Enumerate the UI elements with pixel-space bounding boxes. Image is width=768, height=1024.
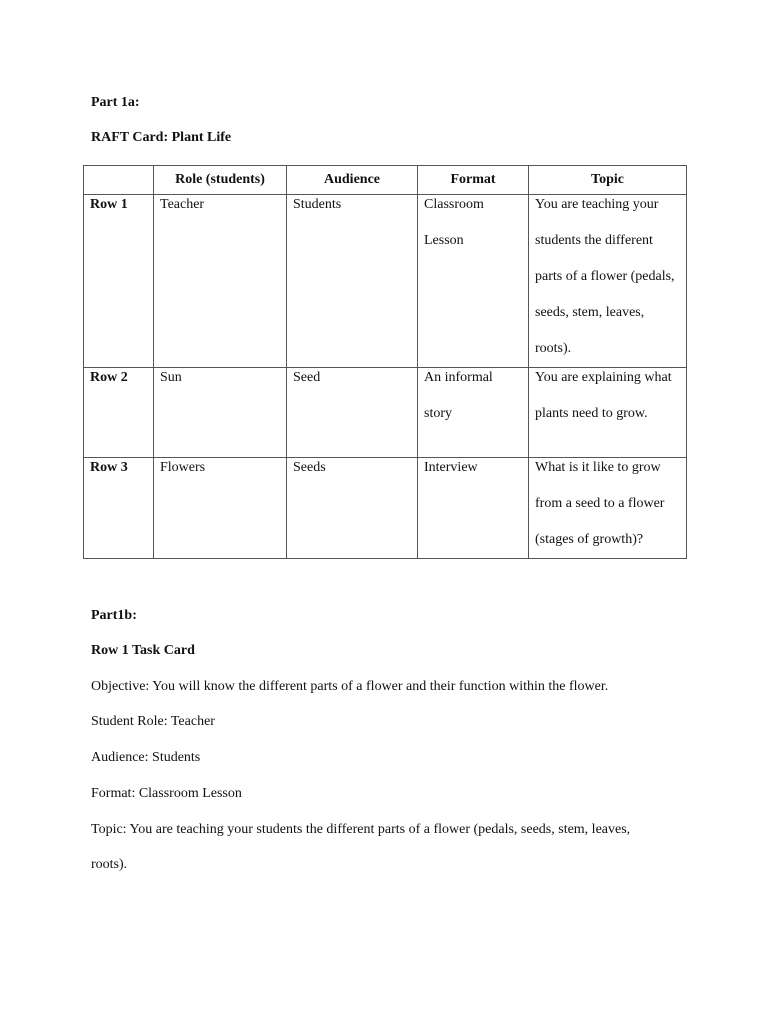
objective-text: Objective: You will know the different parts of a flower and their function within the flower. bbox=[91, 679, 609, 694]
row-label: Row 3 bbox=[84, 458, 154, 559]
header-role: Role (students) bbox=[154, 166, 287, 195]
part-1b-heading: Part1b: bbox=[91, 608, 137, 623]
topic-text-line-2: roots). bbox=[91, 857, 128, 872]
cell-format: Classroom Lesson bbox=[418, 195, 529, 368]
header-topic: Topic bbox=[529, 166, 687, 195]
raft-table bbox=[83, 165, 687, 559]
task-card-title: Row 1 Task Card bbox=[91, 643, 195, 658]
student-role-text: Student Role: Teacher bbox=[91, 714, 215, 729]
raft-card-title: RAFT Card: Plant Life bbox=[91, 130, 232, 145]
cell-format: An informal story bbox=[418, 368, 529, 458]
cell-topic: What is it like to grow from a seed to a flower (stages of growth)? bbox=[529, 458, 687, 559]
audience-text: Audience: Students bbox=[91, 750, 201, 765]
topic-text-line-1: Topic: You are teaching your students the different parts of a flower (pedals, seeds, stem, leaves, bbox=[91, 822, 631, 837]
cell-role: Sun bbox=[154, 368, 287, 458]
cell-role: Teacher bbox=[154, 195, 287, 368]
cell-audience: Seed bbox=[287, 368, 418, 458]
row-label: Row 2 bbox=[84, 368, 154, 458]
table-row bbox=[84, 195, 687, 368]
cell-audience: Seeds bbox=[287, 458, 418, 559]
cell-format: Interview bbox=[418, 458, 529, 559]
table-row bbox=[84, 458, 687, 559]
part-1a-heading: Part 1a: bbox=[91, 95, 140, 110]
header-audience: Audience bbox=[287, 166, 418, 195]
cell-audience: Students bbox=[287, 195, 418, 368]
table-row bbox=[84, 368, 687, 458]
header-format: Format bbox=[418, 166, 529, 195]
cell-topic: You are explaining what plants need to grow. bbox=[529, 368, 687, 458]
cell-topic: You are teaching your students the different parts of a flower (pedals, seeds, stem, leaves, roots). bbox=[529, 195, 687, 368]
row-label: Row 1 bbox=[84, 195, 154, 368]
format-text: Format: Classroom Lesson bbox=[91, 786, 242, 801]
cell-role: Flowers bbox=[154, 458, 287, 559]
